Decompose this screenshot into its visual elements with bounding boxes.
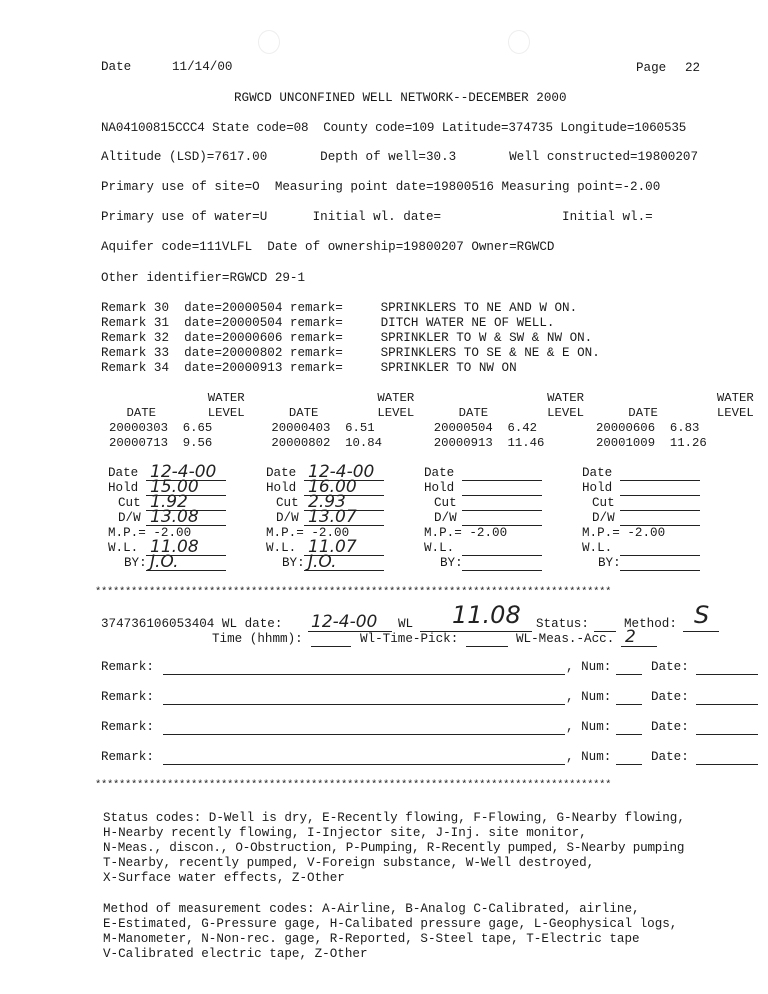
block-cut-field[interactable] — [620, 510, 700, 511]
remark-field[interactable] — [163, 764, 565, 765]
site-line-2: Altitude (LSD)=7617.00 Depth of well=30.3 Well constructed=19800207 — [101, 150, 699, 164]
block-mp-label: M.P.= -2.00 — [582, 526, 666, 540]
block-wl-label: W.L. — [424, 541, 455, 555]
remark-label: Remark: — [101, 690, 154, 704]
remark-field[interactable] — [163, 674, 565, 675]
time-field[interactable] — [311, 646, 351, 647]
num-label: , Num: — [566, 720, 612, 734]
pick-field[interactable] — [466, 646, 508, 647]
block-hold-field[interactable] — [462, 495, 542, 496]
block-mp-label: M.P.= -2.00 — [424, 526, 508, 540]
block-date-field[interactable] — [620, 480, 700, 481]
block-dw-label: D/W — [118, 511, 141, 525]
site-line-1: NA04100815CCC4 State code=08 County code=109 Latitude=374735 Longitude=1060535 — [101, 121, 687, 135]
method-codes-line: M-Manometer, N-Non-rec. gage, R-Reported, S-Steel tape, T-Electric tape — [103, 932, 640, 946]
block-dw-handwritten: 13.07 — [308, 507, 357, 527]
site-line-6: Other identifier=RGWCD 29-1 — [101, 271, 306, 285]
num-label: , Num: — [566, 660, 612, 674]
site-line-3: Primary use of site=O Measuring point date=19800516 Measuring point=-2.00 — [101, 180, 661, 194]
block-wl-label: W.L. — [582, 541, 613, 555]
block-by-handwritten: J.O. — [150, 552, 179, 572]
water-level-header-1: WATER WATER WATER WATER — [97, 391, 754, 405]
site-line-4: Primary use of water=U Initial wl. date= Initial wl.= — [101, 210, 653, 224]
block-cut-label: Cut — [118, 496, 141, 510]
remark-row: Remark 32 date=20000606 remark= SPRINKLER TO W & SW & NW ON. — [101, 331, 593, 345]
separator: ************************************************************************************** — [95, 586, 612, 598]
block-cut-label: Cut — [592, 496, 615, 510]
block-wl-label: W.L. — [266, 541, 297, 555]
status-codes-line: H-Nearby recently flowing, I-Injector site, J-Inj. site monitor, — [103, 826, 587, 840]
method-codes-line: E-Estimated, G-Pressure gage, H-Calibated pressure gage, L-Geophysical logs, — [103, 917, 678, 931]
date-label: Date — [101, 60, 132, 74]
block-date-handwritten: 12-4-00 — [308, 462, 375, 482]
remark-field[interactable] — [163, 734, 565, 735]
block-hold-handwritten: 15.00 — [150, 477, 199, 497]
remark-label: Remark: — [101, 750, 154, 764]
status-codes-line: X-Surface water effects, Z-Other — [103, 871, 345, 885]
method-codes-line: Method of measurement codes: A-Airline, B-Analog C-Calibrated, airline, — [103, 902, 640, 916]
pick-label: Wl-Time-Pick: — [360, 632, 459, 646]
date-label: Date: — [651, 690, 689, 704]
report-title: RGWCD UNCONFINED WELL NETWORK--DECEMBER 2000 — [234, 91, 567, 105]
date-field[interactable] — [696, 704, 758, 705]
separator: ************************************************************************************** — [95, 779, 612, 791]
wl-handwritten: 11.08 — [452, 601, 521, 629]
block-mp-label: M.P.= -2.00 — [266, 526, 350, 540]
time-label: Time (hhmm): — [212, 632, 303, 646]
block-wl-field[interactable] — [462, 555, 542, 556]
status-codes-line: N-Meas., discon., O-Obstruction, P-Pumping, R-Recently pumped, S-Nearby pumping — [103, 841, 685, 855]
status-codes-line: T-Nearby, recently pumped, V-Foreign substance, W-Well destroyed, — [103, 856, 595, 870]
block-mp-label: M.P.= -2.00 — [108, 526, 192, 540]
block-hold-label: Hold — [108, 481, 139, 495]
block-dw-label: D/W — [276, 511, 299, 525]
date-field[interactable] — [696, 674, 758, 675]
remark-row: Remark 30 date=20000504 remark= SPRINKLERS TO NE AND W ON. — [101, 301, 578, 315]
block-wl-handwritten: 11.07 — [308, 537, 357, 557]
block-dw-handwritten: 13.08 — [150, 507, 199, 527]
date-field[interactable] — [696, 734, 758, 735]
num-label: , Num: — [566, 690, 612, 704]
punch-hole — [508, 30, 530, 54]
block-by-field[interactable] — [462, 570, 542, 571]
date-field[interactable] — [696, 764, 758, 765]
report-date: 11/14/00 — [172, 60, 233, 74]
block-date-label: Date — [424, 466, 455, 480]
acc-label: WL-Meas.-Acc. — [516, 632, 615, 646]
remark-row: Remark 31 date=20000504 remark= DITCH WATER NE OF WELL. — [101, 316, 555, 330]
block-cut-label: Cut — [276, 496, 299, 510]
block-hold-label: Hold — [266, 481, 297, 495]
site-id: 374736106053404 WL date: — [101, 617, 283, 631]
block-by-field[interactable] — [620, 570, 700, 571]
num-field[interactable] — [616, 734, 642, 735]
water-level-row: 20000713 9.56 20000802 10.84 20000913 11.46 20001009 11.26 — [109, 436, 707, 450]
method-handwritten: S — [694, 601, 710, 629]
block-by-label: BY: — [598, 556, 621, 570]
block-wl-label: W.L. — [108, 541, 139, 555]
block-cut-handwritten: 2.93 — [308, 492, 346, 512]
wl-label: WL — [398, 617, 414, 631]
block-date-field[interactable] — [462, 480, 542, 481]
method-field[interactable] — [683, 631, 719, 632]
block-by-handwritten: J.O. — [308, 552, 337, 572]
status-codes-line: Status codes: D-Well is dry, E-Recently flowing, F-Flowing, G-Nearby flowing, — [103, 811, 685, 825]
page-number: 22 — [685, 61, 701, 75]
date-label: Date: — [651, 750, 689, 764]
wl-date-handwritten: 12-4-00 — [311, 612, 378, 632]
remark-row: Remark 33 date=20000802 remark= SPRINKLERS TO SE & NE & E ON. — [101, 346, 600, 360]
num-field[interactable] — [616, 764, 642, 765]
water-level-row: 20000303 6.65 20000403 6.51 20000504 6.42 20000606 6.83 — [109, 421, 700, 435]
block-date-label: Date — [266, 466, 297, 480]
punch-hole — [258, 30, 280, 54]
block-by-label: BY: — [282, 556, 305, 570]
num-field[interactable] — [616, 704, 642, 705]
water-level-header-2: DATE LEVEL DATE LEVEL DATE LEVEL DATE LEVEL — [97, 406, 754, 420]
block-cut-handwritten: 1.92 — [150, 492, 188, 512]
method-label: Method: — [624, 617, 677, 631]
block-date-label: Date — [108, 466, 139, 480]
acc-handwritten: 2 — [625, 627, 636, 647]
block-wl-handwritten: 11.08 — [150, 537, 199, 557]
remark-field[interactable] — [163, 704, 565, 705]
block-date-label: Date — [582, 466, 613, 480]
block-cut-label: Cut — [434, 496, 457, 510]
block-hold-field[interactable] — [620, 495, 700, 496]
remark-row: Remark 34 date=20000913 remark= SPRINKLER TO NW ON — [101, 361, 517, 375]
block-hold-label: Hold — [582, 481, 613, 495]
block-wl-field[interactable] — [620, 555, 700, 556]
remark-label: Remark: — [101, 660, 154, 674]
block-cut-field[interactable] — [462, 510, 542, 511]
method-codes-line: V-Calibrated electric tape, Z-Other — [103, 947, 368, 961]
block-hold-label: Hold — [424, 481, 455, 495]
page-label: Page — [636, 61, 667, 75]
block-hold-handwritten: 16.00 — [308, 477, 357, 497]
block-dw-label: D/W — [434, 511, 457, 525]
block-dw-label: D/W — [592, 511, 615, 525]
date-label: Date: — [651, 660, 689, 674]
block-by-label: BY: — [440, 556, 463, 570]
date-label: Date: — [651, 720, 689, 734]
remark-label: Remark: — [101, 720, 154, 734]
num-field[interactable] — [616, 674, 642, 675]
block-date-handwritten: 12-4-00 — [150, 462, 217, 482]
num-label: , Num: — [566, 750, 612, 764]
block-by-label: BY: — [124, 556, 147, 570]
status-label: Status: — [536, 617, 589, 631]
site-line-5: Aquifer code=111VLFL Date of ownership=19800207 Owner=RGWCD — [101, 240, 555, 254]
